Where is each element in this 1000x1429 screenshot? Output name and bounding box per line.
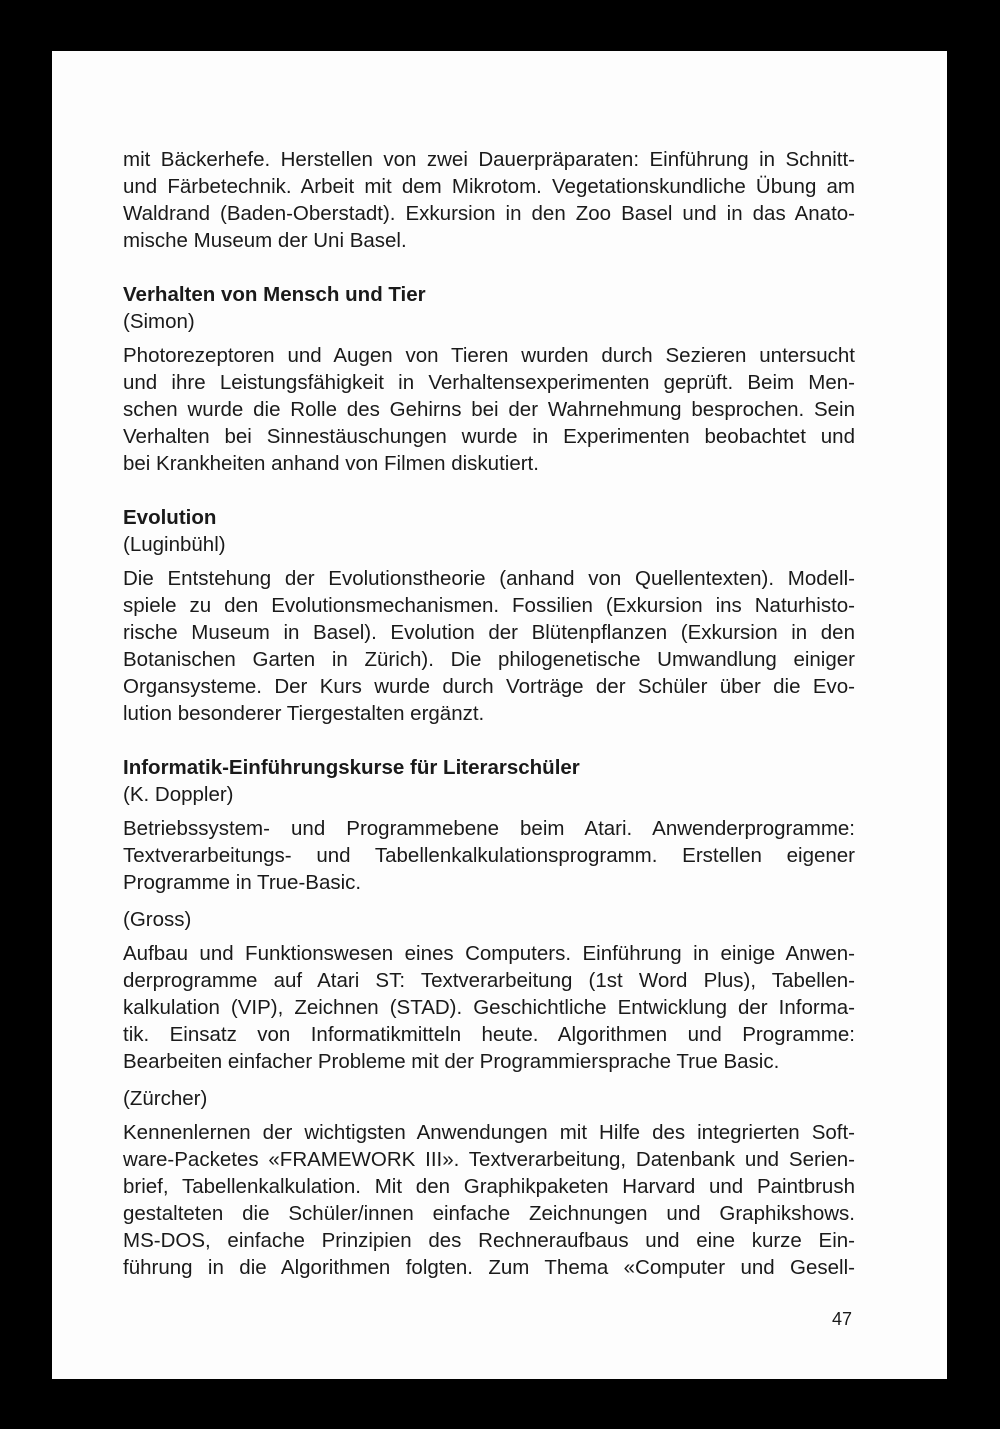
text-line: Programme in True-Basic. [123, 871, 362, 894]
text-line: ware-Packetes «FRAMEWORK III». Textverarbeitung, Datenbank und Serien- [123, 1148, 855, 1171]
section-verhalten [123, 281, 855, 477]
text-line: Bearbeiten einfacher Probleme mit der Programmiersprache True Basic. [123, 1050, 780, 1073]
section-author: (Simon) [123, 310, 195, 333]
section-heading: Informatik-Einführungskurse für Literarschüler [123, 756, 580, 779]
text-line: Betriebssystem- und Programmebene beim Atari. Anwenderprogramme: [123, 817, 855, 840]
page-content [123, 146, 855, 1281]
text-line: bei Krankheiten anhand von Filmen diskutiert. [123, 452, 539, 475]
page-number: 47 [831, 1309, 852, 1329]
section-informatik [123, 754, 855, 1281]
text-line: Verhalten bei Sinnestäuschungen wurde in Experimenten beobachtet und [123, 425, 855, 448]
text-line: derprogramme auf Atari ST: Textverarbeitung (1st Word Plus), Tabellen- [123, 969, 855, 992]
text-line: lution besonderer Tiergestalten ergänzt. [123, 702, 485, 725]
text-line: führung in die Algorithmen folgten. Zum Thema «Computer und Gesell- [123, 1256, 855, 1279]
intro-paragraph [123, 146, 855, 254]
section-heading: Verhalten von Mensch und Tier [123, 283, 426, 306]
text-line: und ihre Leistungsfähigkeit in Verhaltensexperimenten geprüft. Beim Men- [123, 371, 855, 394]
subsection-paragraph [123, 940, 855, 1075]
text-line: Waldrand (Baden-Oberstadt). Exkursion in den Zoo Basel und in das Anato- [123, 202, 855, 225]
text-line: spiele zu den Evolutionsmechanismen. Fossilien (Exkursion ins Naturhisto- [123, 594, 855, 617]
subsection-author: (Zürcher) [123, 1087, 208, 1110]
text-line: MS-DOS, einfache Prinzipien des Rechneraufbaus und eine kurze Ein- [123, 1229, 855, 1252]
section-evolution [123, 504, 855, 727]
section-paragraph [123, 565, 855, 727]
text-line: Textverarbeitungs- und Tabellenkalkulationsprogramm. Erstellen eigener [123, 844, 855, 867]
text-line: Aufbau und Funktionswesen eines Computers. Einführung in einige Anwen- [123, 942, 855, 965]
text-line: Organsysteme. Der Kurs wurde durch Vorträge der Schüler über die Evo- [123, 675, 855, 698]
text-line: schen wurde die Rolle des Gehirns bei der Wahrnehmung besprochen. Sein [123, 398, 855, 421]
section-heading: Evolution [123, 506, 217, 529]
text-line: mische Museum der Uni Basel. [123, 229, 407, 252]
section-author: (K. Doppler) [123, 783, 234, 806]
text-line: tik. Einsatz von Informatikmitteln heute. Algorithmen und Programme: [123, 1023, 855, 1046]
text-line: kalkulation (VIP), Zeichnen (STAD). Geschichtliche Entwicklung der Informa- [123, 996, 855, 1019]
text-line: brief, Tabellenkalkulation. Mit den Graphikpaketen Harvard und Paintbrush [123, 1175, 855, 1198]
text-line: und Färbetechnik. Arbeit mit dem Mikrotom. Vegetationskundliche Übung am [123, 175, 855, 198]
subsection-author: (Gross) [123, 908, 192, 931]
text-line: Photorezeptoren und Augen von Tieren wurden durch Sezieren untersucht [123, 344, 855, 367]
section-paragraph [123, 342, 855, 477]
section-author: (Luginbühl) [123, 533, 226, 556]
text-line: rische Museum in Basel). Evolution der Blütenpflanzen (Exkursion in den [123, 621, 855, 644]
document-page [52, 51, 947, 1379]
text-line: Die Entstehung der Evolutionstheorie (anhand von Quellentexten). Modell- [123, 567, 855, 590]
text-line: Kennenlernen der wichtigsten Anwendungen mit Hilfe des integrierten Soft- [123, 1121, 855, 1144]
text-line: Botanischen Garten in Zürich). Die philogenetische Umwandlung einiger [123, 648, 855, 671]
text-line: mit Bäckerhefe. Herstellen von zwei Dauerpräparaten: Einführung in Schnitt- [123, 148, 855, 171]
text-line: gestalteten die Schüler/innen einfache Zeichnungen und Graphikshows. [123, 1202, 855, 1225]
section-paragraph [123, 815, 855, 896]
subsection-paragraph [123, 1119, 855, 1281]
